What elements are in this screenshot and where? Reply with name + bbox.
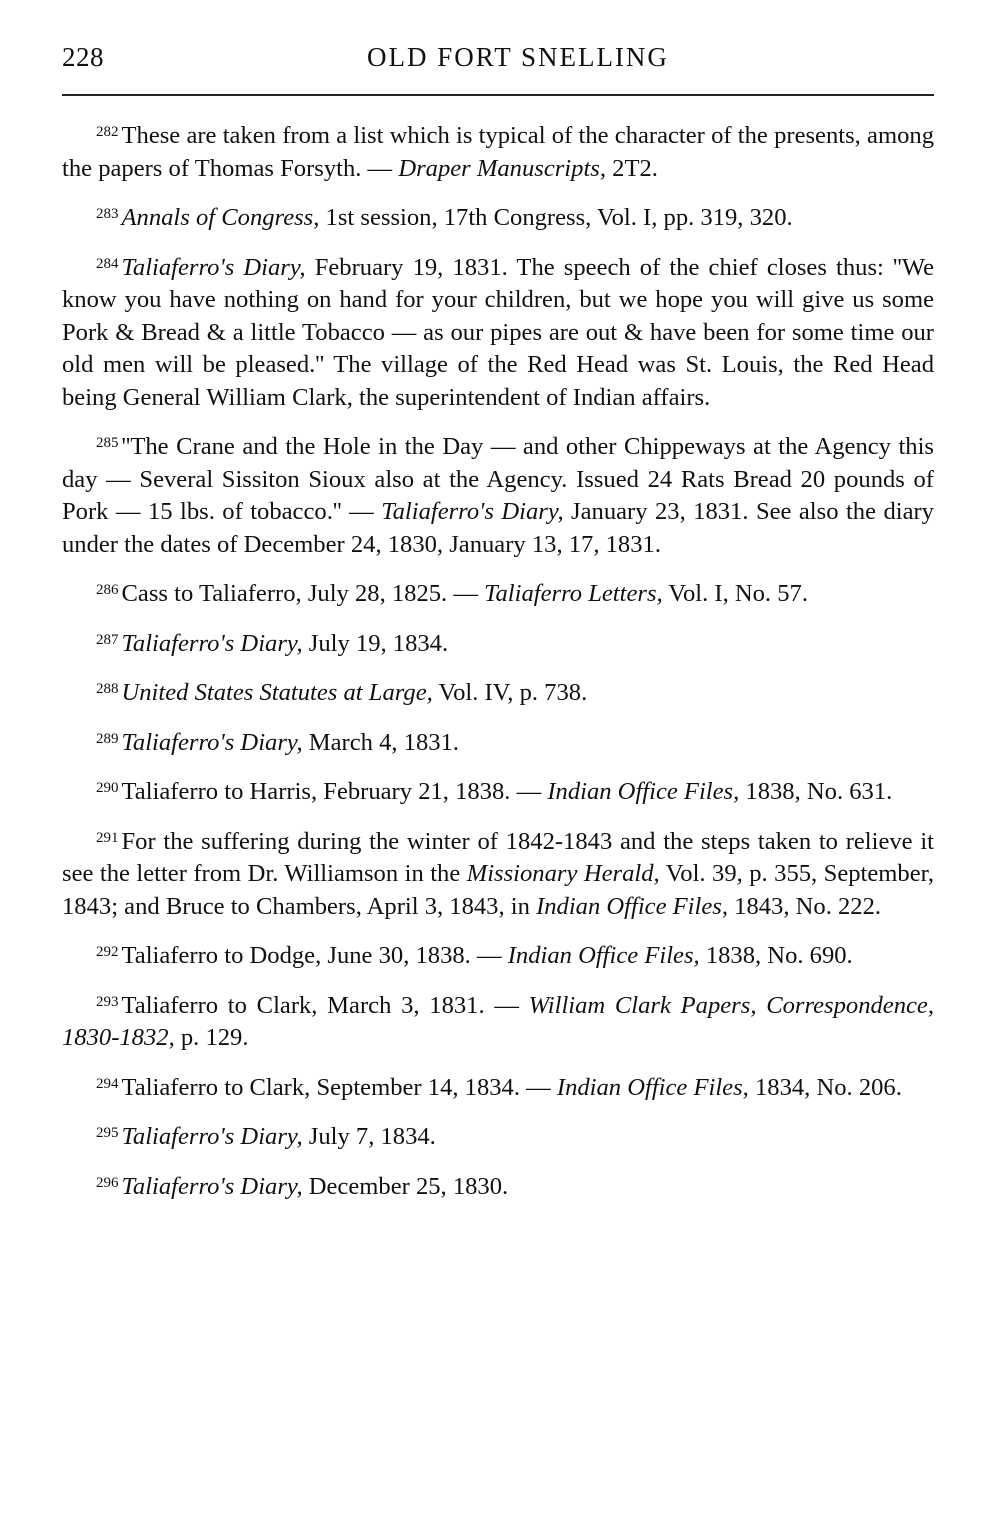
footnote-282 [62, 116, 934, 185]
footnote-285 [62, 427, 934, 561]
footnote-number: 287 [96, 631, 119, 648]
footnote-number: 283 [96, 206, 119, 222]
footnote-number: 282 [96, 124, 119, 140]
footnote-text: For the suffering during the winter of 1842-1843 and the steps taken to relieve it see the letter from Dr. Williamson in the [62, 827, 934, 887]
footnote-number: 295 [96, 1125, 119, 1141]
footnote-293 [62, 986, 934, 1055]
footnote-citation-title: Taliaferro's Diary, [121, 629, 303, 657]
footnote-citation-title: Taliaferro's Diary, [121, 1123, 303, 1150]
footnote-text: These are taken from a list which is typical of the character of the presents, among the papers of Thomas Forsyth. — [62, 122, 934, 182]
footnote-text: Vol. 39, p. 355, September, 1843; and Bruce to Chambers, April 3, 1843, in [62, 860, 934, 920]
footnote-text: p. 129. [174, 1024, 249, 1051]
footnote-number: 293 [96, 993, 119, 1010]
footnote-citation-title: Taliaferro's Diary, [121, 253, 306, 281]
footnote-text: Vol. I, No. 57. [662, 580, 808, 607]
footnote-citation-title: Taliaferro's Diary, [121, 728, 303, 756]
footnote-citation-title: Taliaferro's Diary, [121, 1172, 303, 1200]
footnote-text: July 19, 1834. [302, 629, 449, 657]
footnote-number: 291 [96, 829, 119, 846]
footnote-number: 296 [96, 1174, 119, 1191]
footnote-number: 284 [96, 255, 119, 272]
footnote-295 [62, 1117, 934, 1154]
footnote-296 [62, 1167, 934, 1204]
footnote-text: Taliaferro to Clark, March 3, 1831. — [121, 991, 529, 1019]
page-number: 228 [62, 42, 104, 72]
footnote-text: Taliaferro to Clark, September 14, 1834. — [121, 1073, 557, 1101]
footnote-text: December 25, 1830. [302, 1172, 509, 1200]
footnote-citation-title: Annals of Congress, [121, 204, 320, 231]
footnote-number: 289 [96, 730, 119, 747]
footnote-citation-title: Indian Office Files, [547, 778, 740, 805]
footnote-citation-title: Taliaferro Letters, [484, 580, 663, 607]
footnote-citation-title: Taliaferro's Diary, [381, 498, 564, 525]
footnote-number: 294 [96, 1075, 119, 1092]
footnote-number: 285 [96, 435, 119, 451]
footnote-294 [62, 1068, 934, 1105]
footnote-text: 1st session, 17th Congress, Vol. I, pp. 319, 320. [319, 204, 793, 231]
page-header [62, 38, 934, 90]
footnote-text: 1838, No. 690. [699, 942, 853, 969]
footnote-citation-title: United States Statutes at Large, [121, 679, 433, 706]
footnote-292 [62, 936, 934, 973]
footnote-text: July 7, 1834. [302, 1123, 436, 1150]
footnote-number: 286 [96, 582, 119, 598]
footnote-290 [62, 772, 934, 809]
footnote-283 [62, 198, 934, 235]
footnote-text: February 19, 1831. The speech of the chief closes thus: ''We know you have nothing on hand for your children, but we hope you will give us some Pork & Bread & a little Tobacco — as our pipes are out & have been for some time our old men will be pleased.'' The village of the Red Head was St. Louis, the Red Head being General William Clark, the superintendent of Indian affairs. [62, 253, 934, 411]
footnote-citation-title: Indian Office Files, [507, 942, 700, 969]
footnote-citation-title: Draper Manuscripts, [398, 154, 606, 182]
footnotes-list [62, 116, 934, 1216]
footnote-288 [62, 673, 934, 710]
header-rule [62, 94, 934, 96]
footnote-citation-title: William Clark Papers, Correspondence, 1830-1832, [62, 991, 934, 1051]
footnote-287 [62, 624, 934, 661]
footnote-citation-title: Indian Office Files, [536, 892, 728, 920]
footnote-text: 1843, No. 222. [728, 892, 882, 920]
footnote-text: 1838, No. 631. [739, 778, 893, 805]
footnote-text: Taliaferro to Dodge, June 30, 1838. — [121, 942, 508, 969]
footnote-citation-title: Indian Office Files, [556, 1073, 749, 1101]
footnote-text: March 4, 1831. [302, 728, 460, 756]
footnote-number: 288 [96, 681, 119, 697]
footnote-text: Taliaferro to Harris, February 21, 1838. — [121, 778, 548, 805]
footnote-286 [62, 574, 934, 611]
footnote-text: Cass to Taliaferro, July 28, 1825. — [121, 580, 485, 607]
footnote-text: 1834, No. 206. [748, 1073, 902, 1101]
running-title: OLD FORT SNELLING [367, 42, 669, 72]
footnote-text: 2T2. [606, 154, 658, 182]
footnote-number: 290 [96, 780, 119, 796]
footnote-291 [62, 822, 934, 924]
footnote-text: January 23, 1831. See also the diary under the dates of December 24, 1830, January 13, 17, 1831. [62, 498, 934, 558]
footnote-289 [62, 723, 934, 760]
footnote-text: ''The Crane and the Hole in the Day — and other Chippeways at the Agency this day — Several Sissiton Sioux also at the Agency. Issued 24 Rats Bread 20 pounds of Pork — 15 lbs. of tobacco.'' — [62, 433, 934, 525]
footnote-citation-title: Missionary Herald, [466, 860, 660, 887]
footnote-number: 292 [96, 944, 119, 960]
footnote-284 [62, 248, 934, 415]
footnote-text: Vol. IV, p. 738. [432, 679, 588, 706]
